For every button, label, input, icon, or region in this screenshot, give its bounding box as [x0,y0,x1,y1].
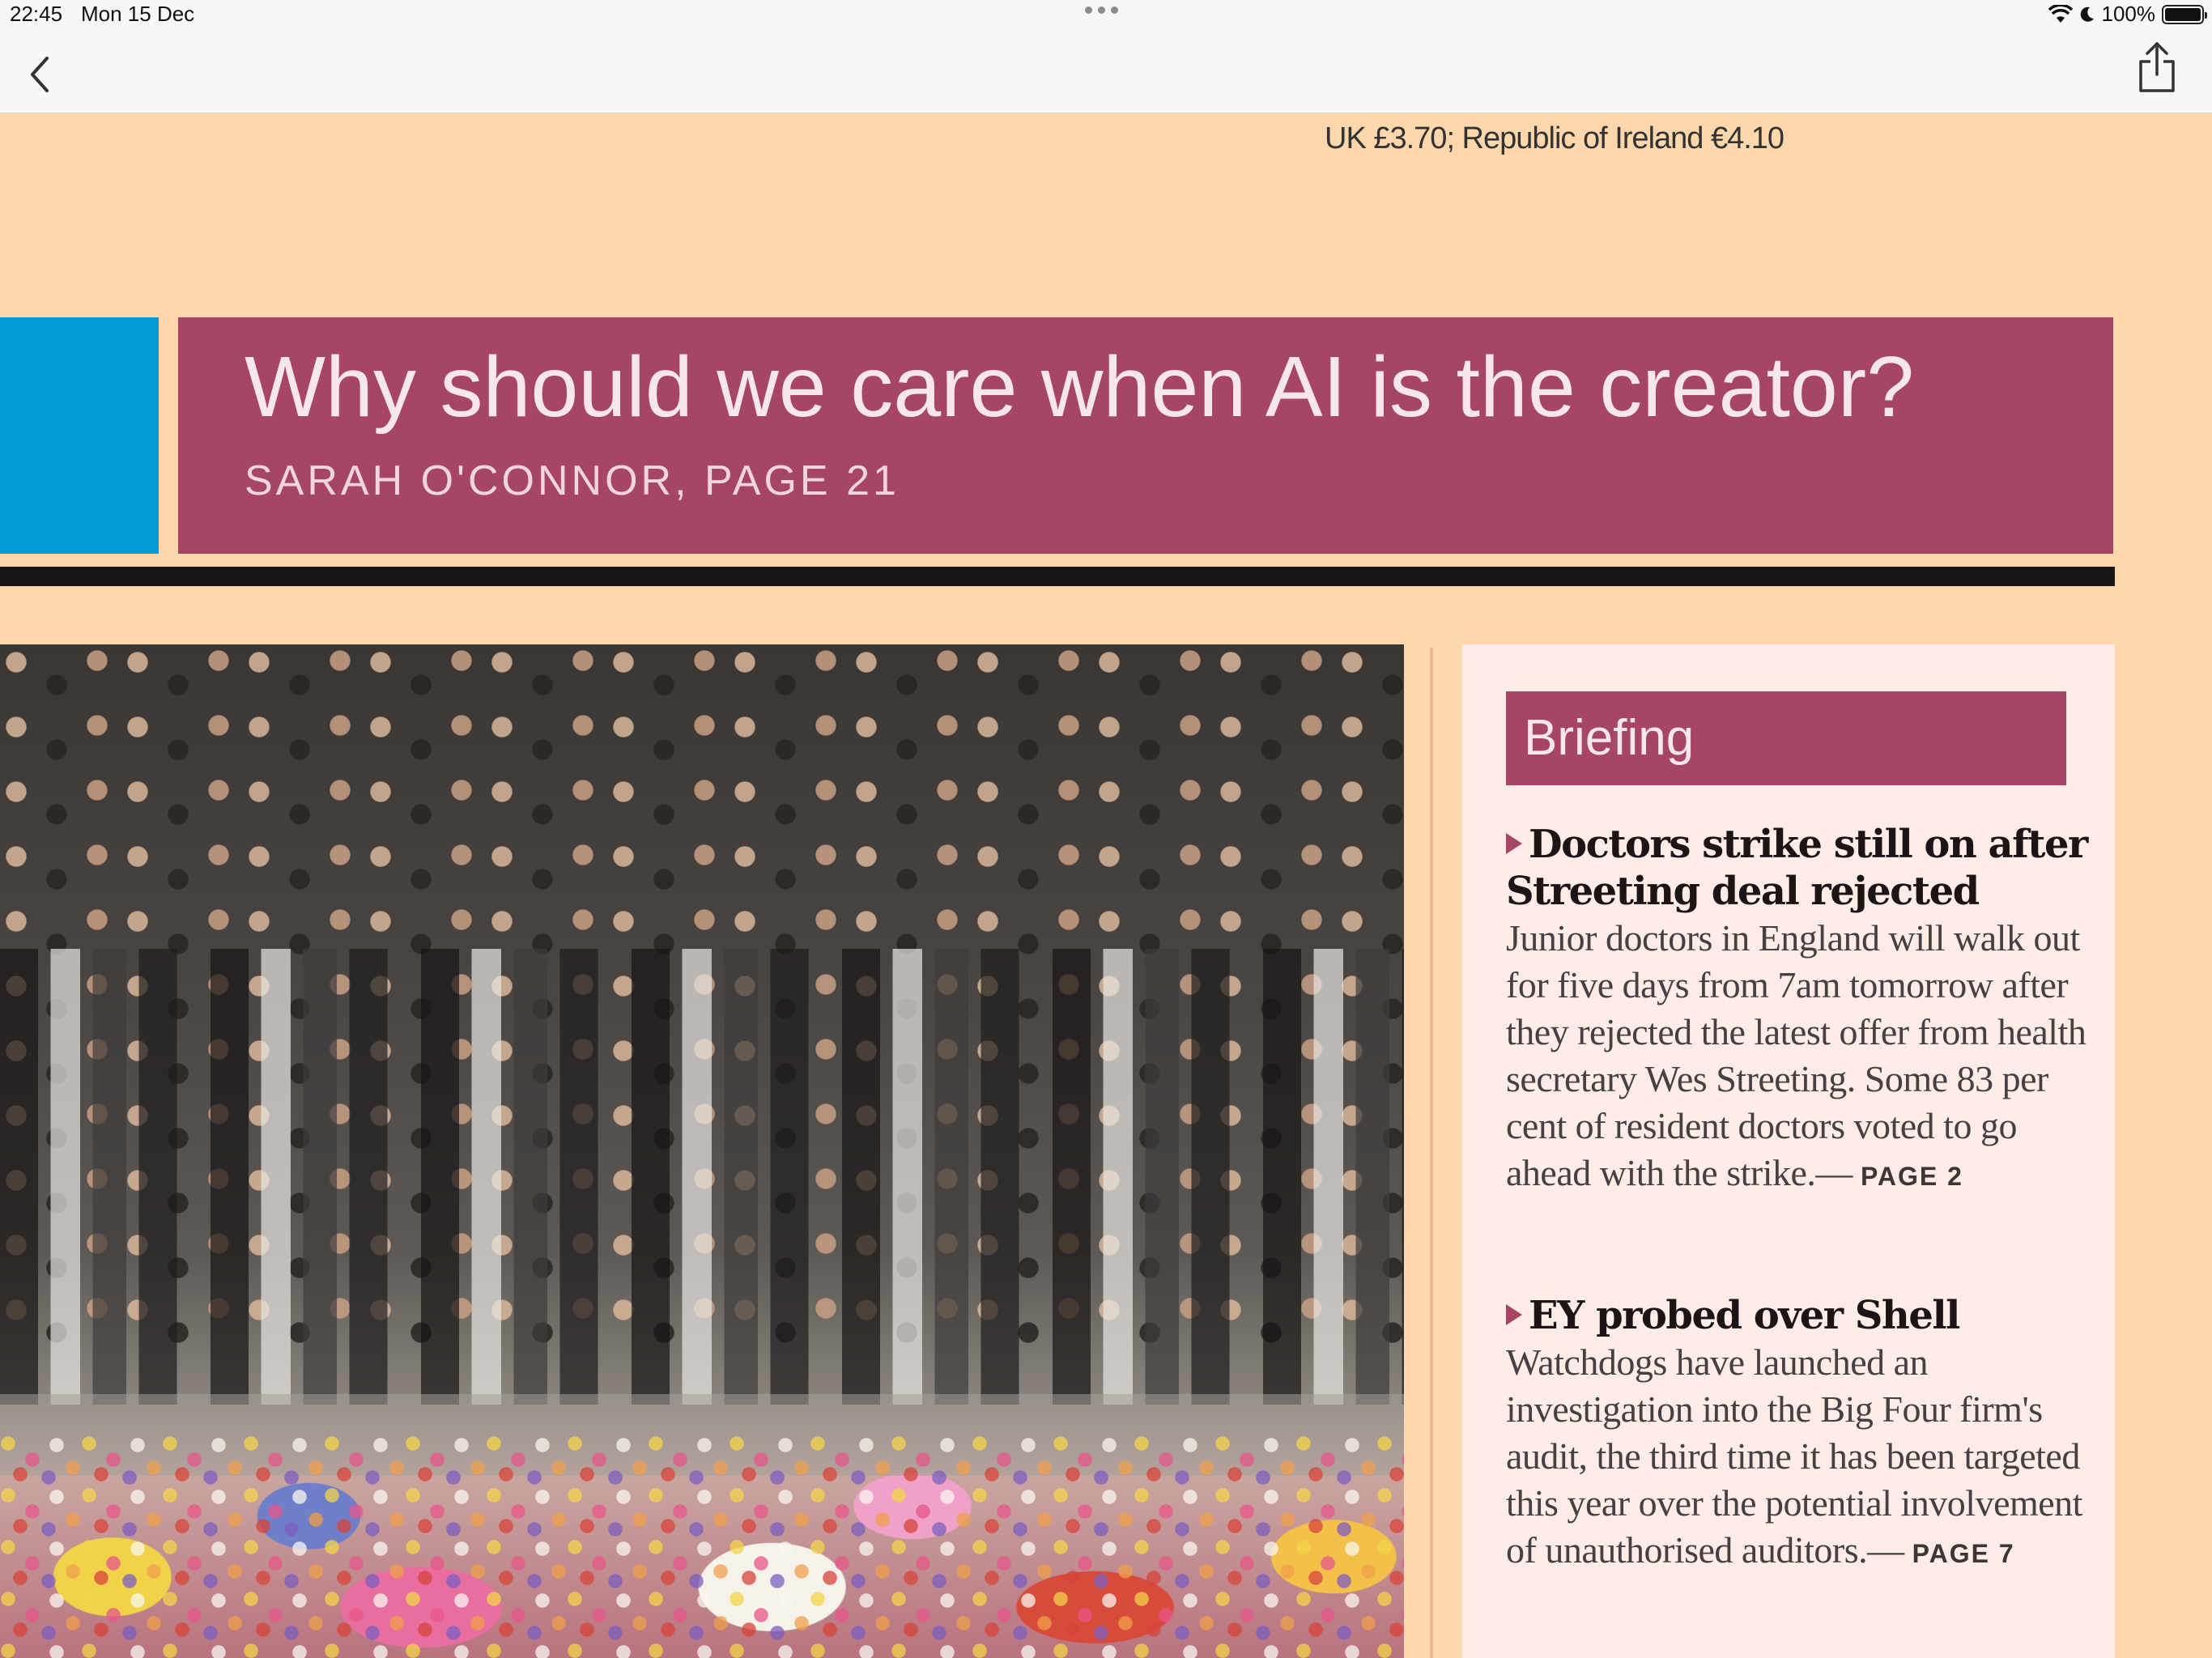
moon-icon [2079,6,2095,23]
briefing-item-headline-text: EY probed over Shell [1529,1293,1959,1338]
lead-photo-crowd-memorial [0,644,1404,1658]
briefing-item-page-ref: PAGE 2 [1860,1162,1963,1191]
briefing-item-headline [1506,821,2089,915]
briefing-item-headline [1506,1292,2089,1339]
promo-headline-title: Why should we care when AI is the creator? [245,339,1915,435]
browser-top-bar [0,0,2212,113]
promo-headline-box[interactable] [178,317,2113,554]
column-divider [1430,648,1433,1658]
cover-price: UK £3.70; Republic of Ireland €4.10 [1325,121,1784,155]
multitasking-dots-icon[interactable] [1085,6,1118,14]
briefing-item-body-text: Watchdogs have launched an investigation into the Big Four firm's audit, the third time it has been targeted this year over the potential involvement of unauthorised auditors.— [1506,1341,2082,1571]
briefing-item-body [1506,1339,2089,1577]
briefing-title: Briefing [1524,710,1695,766]
status-time: 22:45 [10,2,63,26]
status-indicators [2048,2,2205,27]
triangle-arrow-icon [1506,1304,1522,1325]
share-icon [2134,40,2180,94]
triangle-arrow-icon [1506,833,1522,854]
promo-headline-byline: SARAH O'CONNOR, PAGE 21 [245,457,900,504]
share-button[interactable] [2134,40,2180,94]
back-button[interactable] [23,53,58,96]
briefing-item[interactable] [1506,1292,2089,1577]
briefing-item-body [1506,915,2089,1200]
briefing-item-headline-text: Doctors strike still on after Streeting deal rejected [1506,822,2087,914]
section-divider [0,567,2115,586]
status-date: Mon 15 Dec [81,2,195,26]
battery-icon [2162,5,2204,24]
battery-fill [2165,8,2201,21]
masthead-blue-block [0,317,159,554]
briefing-item[interactable] [1506,821,2089,1200]
briefing-item-body-text: Junior doctors in England will walk out for five days from 7am tomorrow after they rejected the latest offer from health secretary Wes Streeting. Some 83 per cent of resident doctors voted to go ahead with the strike.— [1506,917,2087,1193]
briefing-item-page-ref: PAGE 7 [1912,1539,2015,1568]
briefing-header [1506,691,2066,785]
battery-percent: 100% [2101,2,2155,26]
chevron-left-icon [23,53,58,96]
briefing-panel [1462,644,2115,1658]
photo-flower-tributes [0,1435,1404,1658]
wifi-icon [2048,5,2073,24]
photo-crowd-bodies [0,949,1404,1405]
